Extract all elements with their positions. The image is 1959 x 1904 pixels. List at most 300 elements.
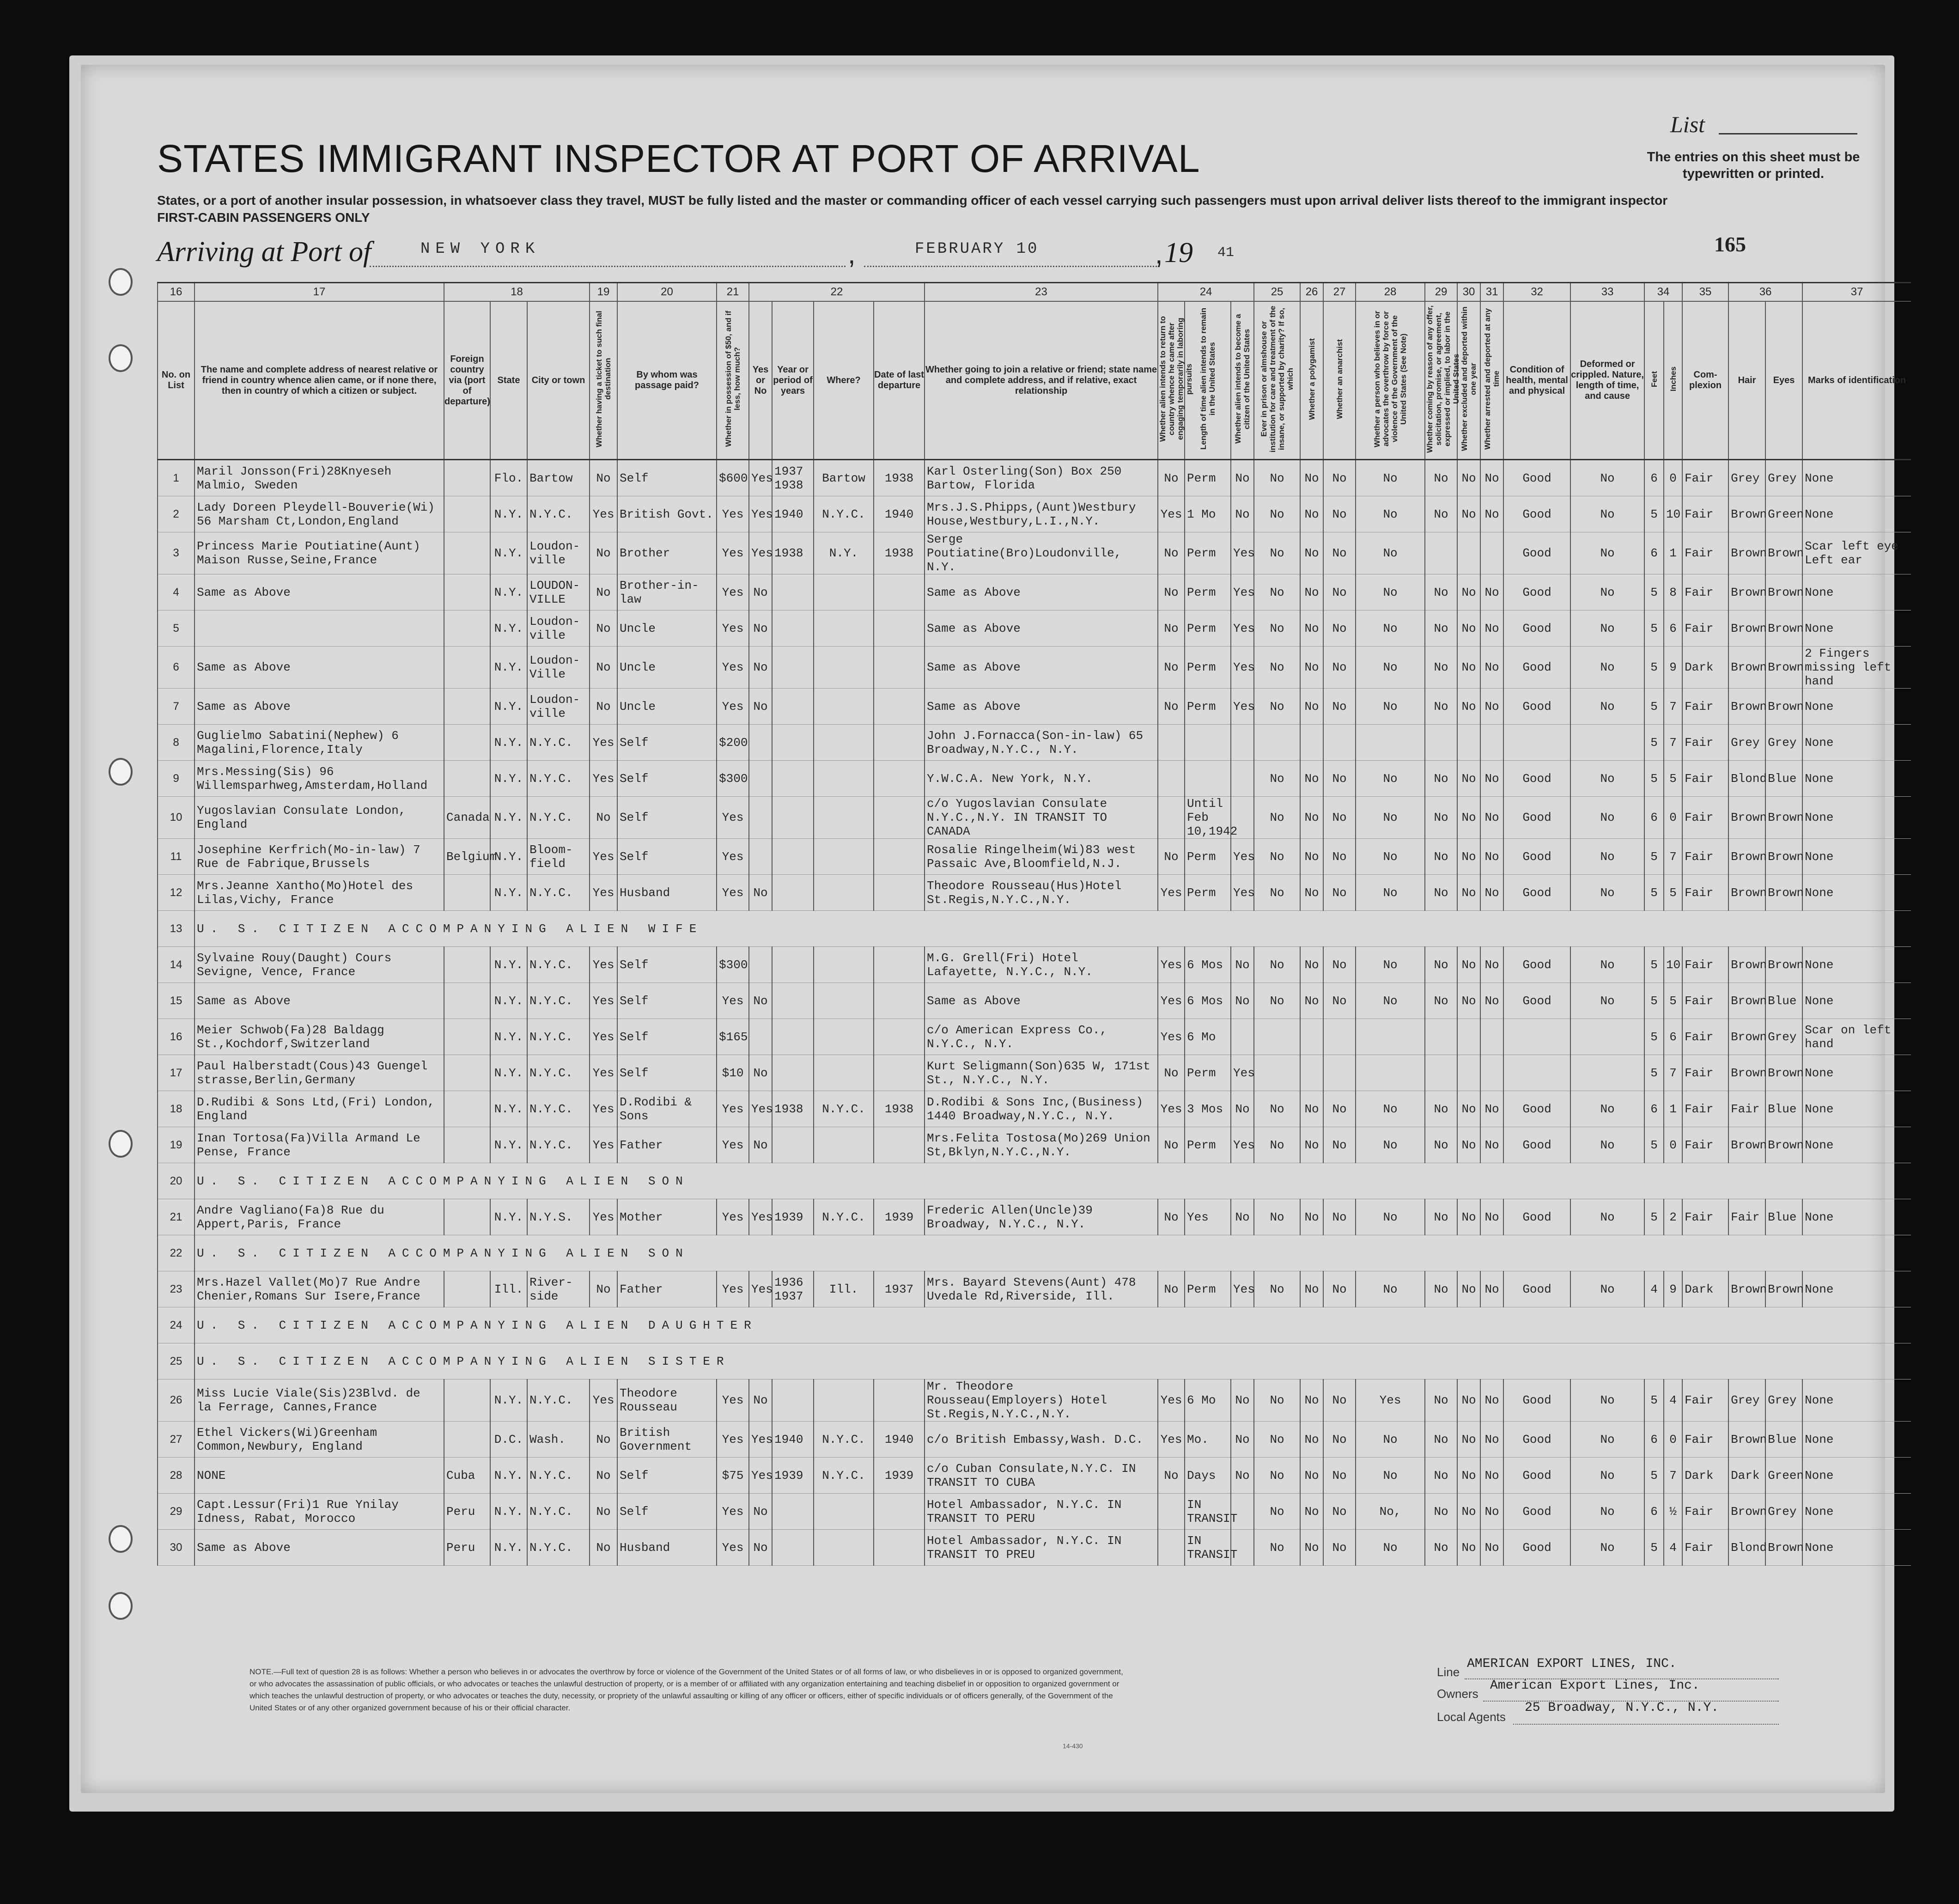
relative-address: Mrs.Hazel Vallet(Mo)7 Rue Andre Chenier,Romans Sur Isere,France xyxy=(195,1271,444,1307)
colnum: 20 xyxy=(617,283,717,302)
passenger-row xyxy=(158,1235,1911,1271)
marks: None xyxy=(1802,1271,1911,1307)
marks: None xyxy=(1802,1379,1911,1422)
deformed: No xyxy=(1570,574,1644,610)
eye-color: Brown xyxy=(1765,1055,1802,1091)
ticket: Yes xyxy=(590,839,617,875)
anarchist: No xyxy=(1323,610,1356,647)
question-28: No xyxy=(1356,532,1425,574)
header-marks: Marks of identification xyxy=(1802,301,1911,460)
arrested-deported: No xyxy=(1480,761,1503,797)
excluded-deported: No xyxy=(1457,761,1480,797)
labor-offer: No xyxy=(1425,797,1457,839)
period xyxy=(772,574,814,610)
arrested-deported: No xyxy=(1480,1422,1503,1458)
passenger-row xyxy=(158,1379,1911,1422)
intend-citizen: Yes xyxy=(1231,532,1254,574)
labor-offer: No xyxy=(1425,839,1457,875)
labor-offer xyxy=(1425,1019,1457,1055)
excluded-deported: No xyxy=(1457,1494,1480,1530)
city: River-side xyxy=(527,1271,590,1307)
height-inches: ½ xyxy=(1664,1494,1682,1530)
state: Ill. xyxy=(490,1271,527,1307)
header-purpose-b: Length of time alien intends to remain in the United States xyxy=(1185,301,1231,460)
list-number: 15 xyxy=(158,983,195,1019)
period xyxy=(772,1019,814,1055)
colnum: 35 xyxy=(1682,283,1728,302)
health: Good xyxy=(1503,496,1570,532)
joining: D.Rodibi & Sons Inc,(Business) 1440 Broadway,N.Y.C., N.Y. xyxy=(925,1091,1158,1127)
question-28: No xyxy=(1356,496,1425,532)
marks: None xyxy=(1802,1530,1911,1566)
intend-citizen: Yes xyxy=(1231,1127,1254,1163)
marks: None xyxy=(1802,947,1911,983)
relative-address: Guglielmo Sabatini(Nephew) 6 Magalini,Florence,Italy xyxy=(195,725,444,761)
colnum: 31 xyxy=(1480,283,1503,302)
header-money: Whether in possession of $50, and if less, how much? xyxy=(717,301,749,460)
purpose-return xyxy=(1158,1530,1185,1566)
ticket: Yes xyxy=(590,1379,617,1422)
excluded-deported: No xyxy=(1457,1091,1480,1127)
typed-note: The entries on this sheet must be typewritten or printed. xyxy=(1647,150,1860,181)
foreign-country xyxy=(444,610,490,647)
polygamist: No xyxy=(1300,875,1323,911)
money: Yes xyxy=(717,610,749,647)
colnum: 16 xyxy=(158,283,195,302)
intend-citizen: No xyxy=(1231,983,1254,1019)
purpose-return xyxy=(1158,797,1185,839)
header-prison: Ever in prison or almshouse or institution for care and treatment of the insane, or supported by charity? If so, which xyxy=(1254,301,1300,460)
purpose-return xyxy=(1158,725,1185,761)
last-departure xyxy=(874,797,925,839)
paid-by: Theodore Rousseau xyxy=(617,1379,717,1422)
city: N.Y.C. xyxy=(527,1055,590,1091)
paid-by: Self xyxy=(617,1458,717,1494)
deformed: No xyxy=(1570,761,1644,797)
polygamist: No xyxy=(1300,983,1323,1019)
accompanying-note: U. S. CITIZEN ACCOMPANYING ALIEN SON xyxy=(195,1163,1911,1199)
state: N.Y. xyxy=(490,574,527,610)
money: Yes xyxy=(717,797,749,839)
colnum: 32 xyxy=(1503,283,1570,302)
comma: , xyxy=(1155,238,1163,269)
relative-address: Same as Above xyxy=(195,689,444,725)
before-us: No xyxy=(749,647,772,689)
polygamist: No xyxy=(1300,761,1323,797)
question-28: No xyxy=(1356,574,1425,610)
health: Good xyxy=(1503,1199,1570,1235)
money: $300 xyxy=(717,761,749,797)
colnum: 22 xyxy=(749,283,925,302)
binder-hole xyxy=(109,758,133,786)
foreign-country xyxy=(444,1422,490,1458)
header-q31: Whether arrested and deported at any time xyxy=(1480,301,1503,460)
polygamist: No xyxy=(1300,532,1323,574)
height-feet: 5 xyxy=(1644,610,1664,647)
anarchist: No xyxy=(1323,1530,1356,1566)
port-of-arrival: NEW YORK xyxy=(420,240,541,258)
labor-offer: No xyxy=(1425,1379,1457,1422)
arrested-deported: No xyxy=(1480,983,1503,1019)
money: Yes xyxy=(717,983,749,1019)
question-28: No xyxy=(1356,983,1425,1019)
eye-color: Brown xyxy=(1765,839,1802,875)
last-departure xyxy=(874,1494,925,1530)
passenger-row xyxy=(158,496,1911,532)
list-number: 14 xyxy=(158,947,195,983)
ticket: No xyxy=(590,797,617,839)
hair-color: Brown xyxy=(1728,1019,1765,1055)
foreign-country xyxy=(444,725,490,761)
money: Yes xyxy=(717,1530,749,1566)
prison-charity xyxy=(1254,725,1300,761)
length-of-stay: 1 Mo xyxy=(1185,496,1231,532)
height-inches: 1 xyxy=(1664,1091,1682,1127)
polygamist xyxy=(1300,725,1323,761)
relative-address: Andre Vagliano(Fa)8 Rue du Appert,Paris, France xyxy=(195,1199,444,1235)
complexion: Fair xyxy=(1682,1422,1728,1458)
intend-citizen: No xyxy=(1231,1199,1254,1235)
eye-color: Green xyxy=(1765,1458,1802,1494)
question-28: No xyxy=(1356,610,1425,647)
anarchist: No xyxy=(1323,1271,1356,1307)
where xyxy=(814,1494,874,1530)
complexion: Fair xyxy=(1682,1091,1728,1127)
intend-citizen: Yes xyxy=(1231,610,1254,647)
footnote-question-28: NOTE.—Full text of question 28 is as follows: Whether a person who believes in or advocates the overthrow by force or violence of the Government of the United States or of all forms of law, or who disbelieves in or is opposed to organized government, or who advocates the assassination of public officials, or who advocates or teaches the unlawful destruction of property, or is a member of or affiliated with any organization entertaining and teaching disbelief in or opposition to organized government or which teaches the unlawful destruction of property, or who advocates or teaches the duty, necessity, or propriety of the unlawful assaulting or killing of any officer or officers, either of specific individuals or of officers generally, of the Government of the United States or of any other organized government because of his or their official character. xyxy=(249,1667,1123,1712)
health: Good xyxy=(1503,797,1570,839)
binder-hole xyxy=(109,1592,133,1620)
height-inches: 7 xyxy=(1664,839,1682,875)
paid-by: Self xyxy=(617,797,717,839)
money: $600 xyxy=(717,460,749,496)
passenger-row xyxy=(158,1271,1911,1307)
hair-color: Brown xyxy=(1728,496,1765,532)
paid-by: Uncle xyxy=(617,610,717,647)
complexion: Fair xyxy=(1682,610,1728,647)
city: N.Y.C. xyxy=(527,1091,590,1127)
height-feet: 5 xyxy=(1644,689,1664,725)
complexion: Fair xyxy=(1682,1494,1728,1530)
before-us xyxy=(749,947,772,983)
ticket: Yes xyxy=(590,1055,617,1091)
eye-color: Brown xyxy=(1765,574,1802,610)
intend-citizen: No xyxy=(1231,1422,1254,1458)
where xyxy=(814,689,874,725)
city: Loudon-ville xyxy=(527,532,590,574)
height-inches: 0 xyxy=(1664,797,1682,839)
labor-offer: No xyxy=(1425,1422,1457,1458)
prison-charity: No xyxy=(1254,839,1300,875)
labor-offer: No xyxy=(1425,610,1457,647)
city: N.Y.C. xyxy=(527,1458,590,1494)
foreign-country xyxy=(444,460,490,496)
passenger-row xyxy=(158,725,1911,761)
money: $300 xyxy=(717,947,749,983)
column-number-row xyxy=(158,283,1911,302)
anarchist: No xyxy=(1323,1127,1356,1163)
joining: c/o Yugoslavian Consulate N.Y.C.,N.Y. IN TRANSIT TO CANADA xyxy=(925,797,1158,839)
arrested-deported xyxy=(1480,532,1503,574)
paid-by: Self xyxy=(617,725,717,761)
health: Good xyxy=(1503,983,1570,1019)
arrested-deported: No xyxy=(1480,1091,1503,1127)
list-number: 24 xyxy=(158,1307,195,1343)
list-number: 19 xyxy=(158,1127,195,1163)
health: Good xyxy=(1503,460,1570,496)
passenger-row xyxy=(158,911,1911,947)
last-departure xyxy=(874,725,925,761)
health xyxy=(1503,1019,1570,1055)
city: N.Y.S. xyxy=(527,1199,590,1235)
arrested-deported: No xyxy=(1480,689,1503,725)
labor-offer: No xyxy=(1425,1127,1457,1163)
foreign-country xyxy=(444,1019,490,1055)
height-feet: 5 xyxy=(1644,1055,1664,1091)
paid-by: Uncle xyxy=(617,689,717,725)
city: N.Y.C. xyxy=(527,761,590,797)
state: N.Y. xyxy=(490,647,527,689)
last-departure: 1938 xyxy=(874,532,925,574)
length-of-stay: Days xyxy=(1185,1458,1231,1494)
question-28 xyxy=(1356,1055,1425,1091)
health: Good xyxy=(1503,1091,1570,1127)
height-feet: 5 xyxy=(1644,1458,1664,1494)
list-number: 26 xyxy=(158,1379,195,1422)
relative-address: Miss Lucie Viale(Sis)23Blvd. de la Ferrage, Cannes,France xyxy=(195,1379,444,1422)
prison-charity: No xyxy=(1254,460,1300,496)
polygamist: No xyxy=(1300,797,1323,839)
city: N.Y.C. xyxy=(527,947,590,983)
header-no-on-list: No. on List xyxy=(158,301,195,460)
paid-by: Self xyxy=(617,1494,717,1530)
paid-by: Husband xyxy=(617,1530,717,1566)
joining: Serge Poutiatine(Bro)Loudonville, N.Y. xyxy=(925,532,1158,574)
relative-address: Same as Above xyxy=(195,647,444,689)
anarchist: No xyxy=(1323,1422,1356,1458)
polygamist: No xyxy=(1300,1458,1323,1494)
excluded-deported xyxy=(1457,532,1480,574)
last-departure xyxy=(874,1127,925,1163)
question-28: No xyxy=(1356,689,1425,725)
accompanying-note: U. S. CITIZEN ACCOMPANYING ALIEN SON xyxy=(195,1235,1911,1271)
labor-offer xyxy=(1425,725,1457,761)
prison-charity: No xyxy=(1254,1271,1300,1307)
ticket: Yes xyxy=(590,1199,617,1235)
list-number: 13 xyxy=(158,911,195,947)
arrested-deported xyxy=(1480,1019,1503,1055)
paid-by: Self xyxy=(617,1055,717,1091)
before-us xyxy=(749,761,772,797)
relative-address: Same as Above xyxy=(195,983,444,1019)
port-line xyxy=(370,266,846,267)
ticket: Yes xyxy=(590,947,617,983)
height-feet: 5 xyxy=(1644,1019,1664,1055)
ticket: Yes xyxy=(590,725,617,761)
state: N.Y. xyxy=(490,1127,527,1163)
height-feet: 5 xyxy=(1644,875,1664,911)
last-departure: 1939 xyxy=(874,1199,925,1235)
paid-by: Brother-in-law xyxy=(617,574,717,610)
intend-citizen: No xyxy=(1231,947,1254,983)
anarchist: No xyxy=(1323,496,1356,532)
labor-offer: No xyxy=(1425,1091,1457,1127)
before-us: No xyxy=(749,983,772,1019)
money: Yes xyxy=(717,1422,749,1458)
state: N.Y. xyxy=(490,947,527,983)
binder-hole xyxy=(109,1130,133,1158)
foreign-country xyxy=(444,1091,490,1127)
header-complexion: Com-plexion xyxy=(1682,301,1728,460)
state: N.Y. xyxy=(490,1055,527,1091)
question-28: No xyxy=(1356,1422,1425,1458)
hair-color: Dark xyxy=(1728,1458,1765,1494)
owners-label: Owners xyxy=(1437,1687,1478,1701)
column-header-row xyxy=(158,301,1911,460)
foreign-country xyxy=(444,875,490,911)
foreign-country: Cuba xyxy=(444,1458,490,1494)
deformed: No xyxy=(1570,1379,1644,1422)
passenger-row xyxy=(158,1343,1911,1379)
list-number: 3 xyxy=(158,532,195,574)
health: Good xyxy=(1503,875,1570,911)
intend-citizen xyxy=(1231,761,1254,797)
joining: Rosalie Ringelheim(Wi)83 west Passaic Ave,Bloomfield,N.J. xyxy=(925,839,1158,875)
excluded-deported xyxy=(1457,1055,1480,1091)
header-deformed: Deformed or crippled. Nature, length of time, and cause xyxy=(1570,301,1644,460)
anarchist: No xyxy=(1323,1379,1356,1422)
intend-citizen: Yes xyxy=(1231,875,1254,911)
eye-color: Blue xyxy=(1765,761,1802,797)
joining: Same as Above xyxy=(925,983,1158,1019)
before-us xyxy=(749,839,772,875)
polygamist: No xyxy=(1300,574,1323,610)
prison-charity: No xyxy=(1254,1199,1300,1235)
question-28: No, xyxy=(1356,1494,1425,1530)
height-feet: 4 xyxy=(1644,1271,1664,1307)
height-inches: 7 xyxy=(1664,1055,1682,1091)
foreign-country xyxy=(444,574,490,610)
passenger-row xyxy=(158,1163,1911,1199)
money: Yes xyxy=(717,532,749,574)
period: 1936 1937 xyxy=(772,1271,814,1307)
period xyxy=(772,1055,814,1091)
hair-color: Brown xyxy=(1728,983,1765,1019)
header-purpose-a: Whether alien intends to return to country whence he came after engaging temporarily in laboring pursuits xyxy=(1158,301,1185,460)
deformed: No xyxy=(1570,797,1644,839)
marks: None xyxy=(1802,875,1911,911)
hair-color: Grey xyxy=(1728,725,1765,761)
prison-charity: No xyxy=(1254,532,1300,574)
paid-by: Mother xyxy=(617,1199,717,1235)
health: Good xyxy=(1503,647,1570,689)
height-inches: 5 xyxy=(1664,983,1682,1019)
passenger-row xyxy=(158,689,1911,725)
colnum: 37 xyxy=(1802,283,1911,302)
health: Good xyxy=(1503,610,1570,647)
last-departure: 1940 xyxy=(874,1422,925,1458)
where xyxy=(814,761,874,797)
polygamist: No xyxy=(1300,610,1323,647)
header-yes-no: Yes or No xyxy=(749,301,772,460)
complexion: Dark xyxy=(1682,1458,1728,1494)
header-relative: The name and complete address of nearest relative or friend in country whence alien came, or if none there, then in country of which a citizen or subject. xyxy=(195,301,444,460)
marks: None xyxy=(1802,797,1911,839)
intend-citizen: Yes xyxy=(1231,689,1254,725)
question-28: No xyxy=(1356,1271,1425,1307)
purpose-return: No xyxy=(1158,839,1185,875)
health: Good xyxy=(1503,947,1570,983)
anarchist: No xyxy=(1323,574,1356,610)
hair-color: Grey xyxy=(1728,1379,1765,1422)
header-ticket: Whether having a ticket to such final destination xyxy=(590,301,617,460)
paid-by: Self xyxy=(617,1019,717,1055)
labor-offer: No xyxy=(1425,875,1457,911)
labor-offer: No xyxy=(1425,1199,1457,1235)
labor-offer: No xyxy=(1425,496,1457,532)
length-of-stay: IN TRANSIT xyxy=(1185,1494,1231,1530)
complexion: Fair xyxy=(1682,1019,1728,1055)
ticket: Yes xyxy=(590,983,617,1019)
colnum: 23 xyxy=(925,283,1158,302)
intend-citizen xyxy=(1231,1019,1254,1055)
agents-value: 25 Broadway, N.Y.C., N.Y. xyxy=(1525,1701,1719,1715)
before-us: No xyxy=(749,610,772,647)
excluded-deported: No xyxy=(1457,1422,1480,1458)
colnum: 25 xyxy=(1254,283,1300,302)
colnum: 28 xyxy=(1356,283,1425,302)
page-number: 165 xyxy=(1714,232,1746,256)
eye-color: Brown xyxy=(1765,689,1802,725)
anarchist: No xyxy=(1323,839,1356,875)
prison-charity: No xyxy=(1254,689,1300,725)
health: Good xyxy=(1503,1379,1570,1422)
where: Bartow xyxy=(814,460,874,496)
health: Good xyxy=(1503,761,1570,797)
polygamist: No xyxy=(1300,460,1323,496)
state: Flo. xyxy=(490,460,527,496)
length-of-stay: Perm xyxy=(1185,689,1231,725)
labor-offer: No xyxy=(1425,947,1457,983)
height-inches: 4 xyxy=(1664,1379,1682,1422)
length-of-stay: Perm xyxy=(1185,1055,1231,1091)
money: Yes xyxy=(717,647,749,689)
passenger-row xyxy=(158,574,1911,610)
prison-charity: No xyxy=(1254,610,1300,647)
binder-hole xyxy=(109,268,133,296)
arrested-deported: No xyxy=(1480,1530,1503,1566)
where: N.Y.C. xyxy=(814,1422,874,1458)
binder-hole xyxy=(109,1525,133,1553)
money: $165 xyxy=(717,1019,749,1055)
eye-color: Brown xyxy=(1765,1530,1802,1566)
prison-charity: No xyxy=(1254,1458,1300,1494)
prison-charity: No xyxy=(1254,1127,1300,1163)
passenger-row xyxy=(158,532,1911,574)
health: Good xyxy=(1503,532,1570,574)
city: Bloom-field xyxy=(527,839,590,875)
excluded-deported: No xyxy=(1457,839,1480,875)
deformed: No xyxy=(1570,1458,1644,1494)
height-feet: 5 xyxy=(1644,725,1664,761)
list-number: 20 xyxy=(158,1163,195,1199)
list-number: 16 xyxy=(158,1019,195,1055)
question-28: No xyxy=(1356,1530,1425,1566)
year-suffix: 41 xyxy=(1217,245,1235,261)
anarchist: No xyxy=(1323,647,1356,689)
joining: Mrs. Bayard Stevens(Aunt) 478 Uvedale Rd,Riverside, Ill. xyxy=(925,1271,1158,1307)
length-of-stay: Perm xyxy=(1185,574,1231,610)
